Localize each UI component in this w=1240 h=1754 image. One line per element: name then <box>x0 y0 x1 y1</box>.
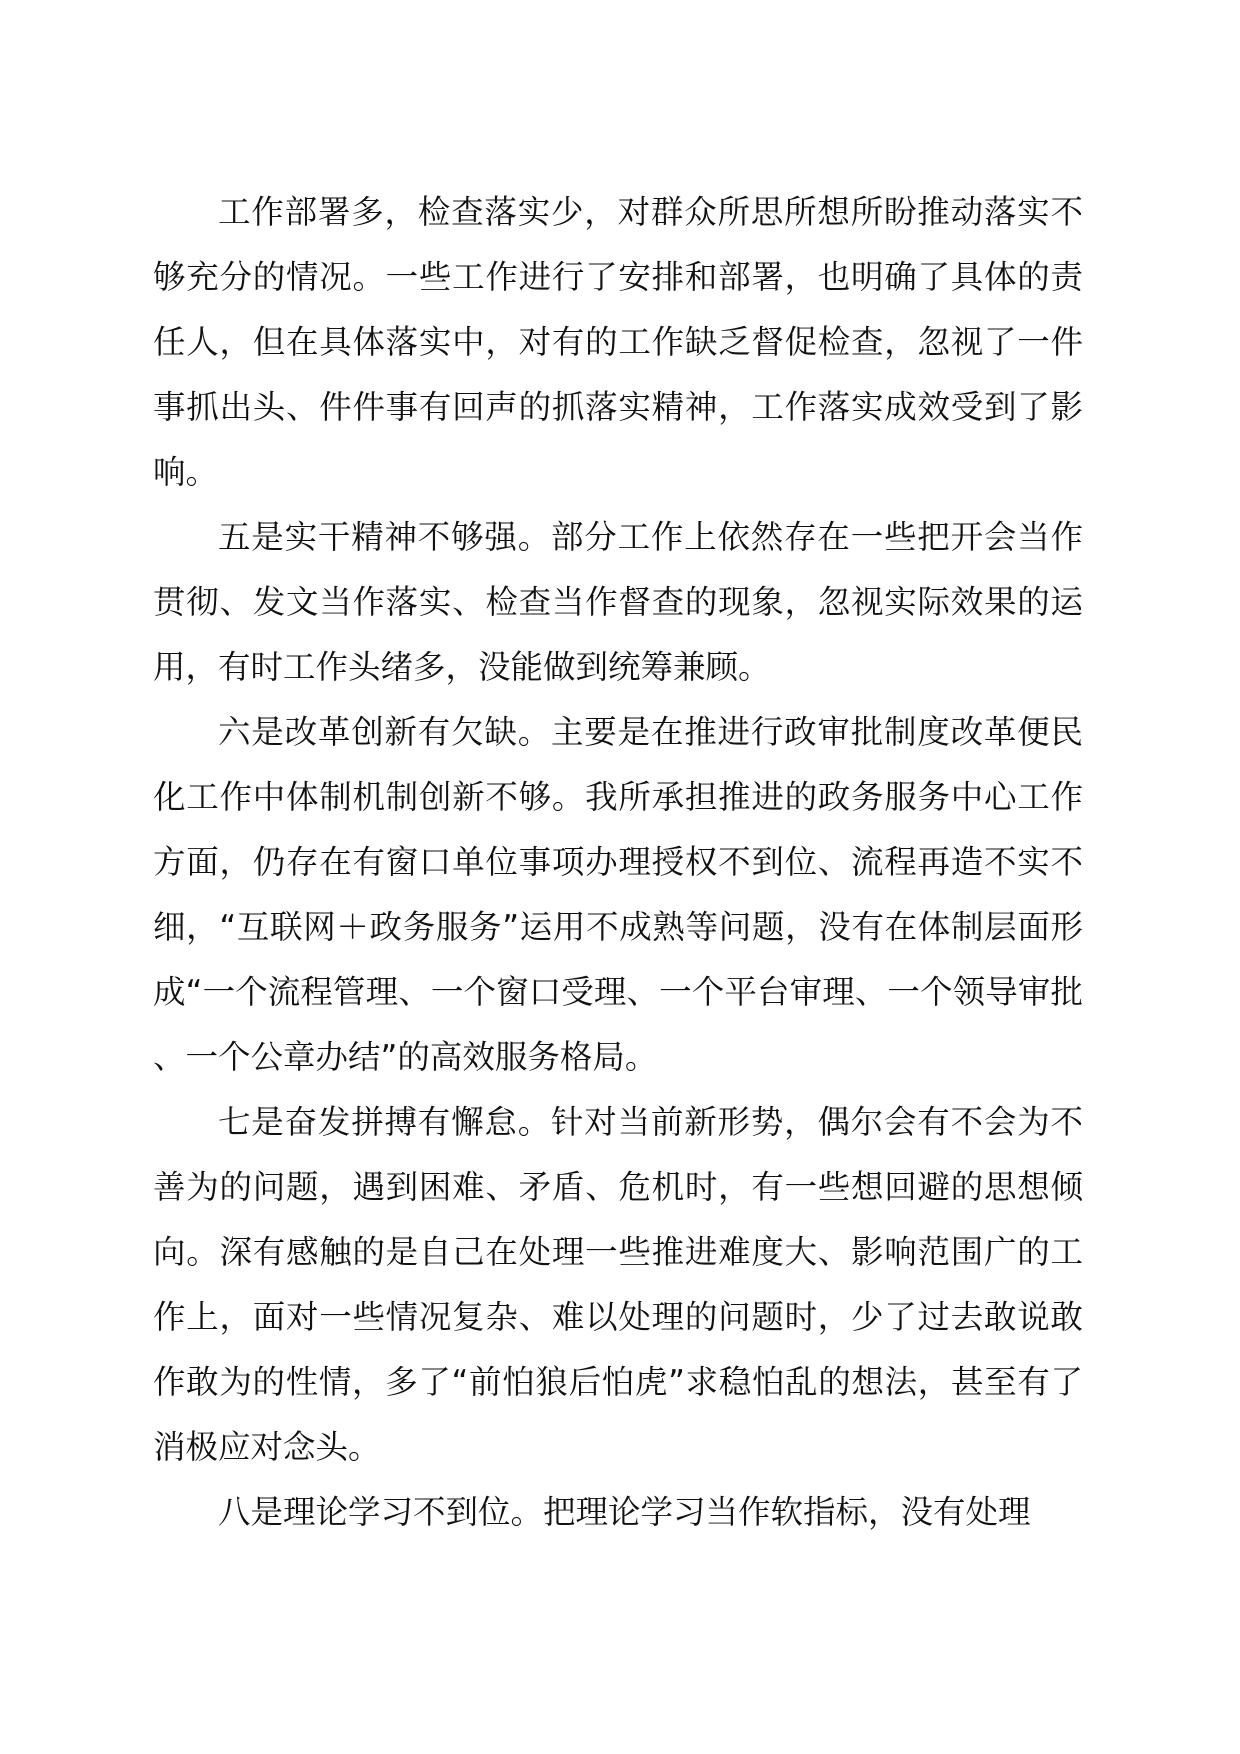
paragraph-1: 工作部署多，检查落实少，对群众所思所想所盼推动落实不够充分的情况。一些工作进行了安排和部署，也明确了具体的责任人，但在具体落实中，对有的工作缺乏督促检查，忽视了一件事抓出头、件件事有回声的抓落实精神，工作落实成效受到了影响。 <box>153 193 1083 491</box>
paragraph-3: 六是改革创新有欠缺。主要是在推进行政审批制度改革便民化工作中体制机制创新不够。我所承担推进的政务服务中心工作方面，仍存在有窗口单位事项办理授权不到位、流程再造不实不细，“互联网＋政务服务”运用不成熟等问题，没有在体制层面形成“一个流程管理、一个窗口受理、一个平台审理、一个领导审批、一个公章办结”的高效服务格局。 <box>153 713 1083 1076</box>
paragraph-4: 七是奋发拼搏有懈怠。针对当前新形势，偶尔会有不会为不善为的问题，遇到困难、矛盾、危机时，有一些想回避的思想倾向。深有感触的是自己在处理一些推进难度大、影响范围广的工作上，面对一些情况复杂、难以处理的问题时，少了过去敢说敢作敢为的性情，多了“前怕狼后怕虎”求稳怕乱的想法，甚至有了消极应对念头。 <box>153 1103 1083 1466</box>
document-body <box>153 180 1083 1545</box>
paragraph-5: 八是理论学习不到位。把理论学习当作软指标，没有处理 <box>218 1493 1031 1531</box>
paragraph-2: 五是实干精神不够强。部分工作上依然存在一些把开会当作贯彻、发文当作落实、检查当作督查的现象，忽视实际效果的运用，有时工作头绪多，没能做到统筹兼顾。 <box>153 518 1083 686</box>
